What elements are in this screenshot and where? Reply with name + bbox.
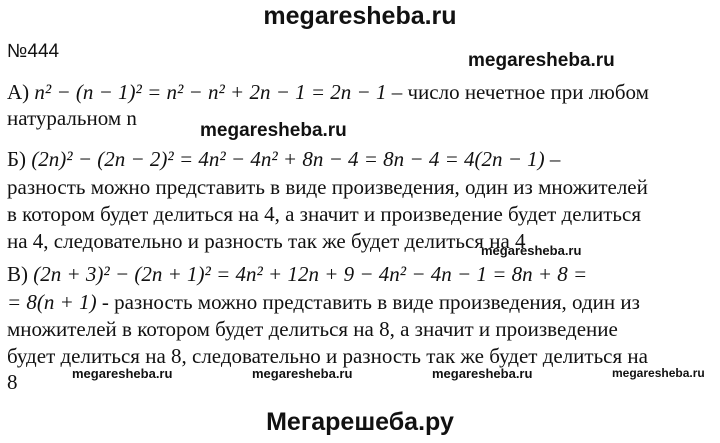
part-a-line-1 (7, 80, 649, 104)
problem-number: №444 (7, 41, 60, 62)
part-b-dash: – (549, 147, 561, 171)
part-b-equation: (2n)² − (2n − 2)² = 4n² − 4n² + 8n − 4 = 8n − 4 = 4(2n − 1) (31, 147, 545, 171)
part-a-label: А) (7, 80, 30, 104)
part-b-line-2: разность можно представить в виде произведения, один из множителей (7, 175, 648, 199)
site-watermark-small: megaresheba.ru (481, 243, 582, 258)
part-c-line-2 (7, 290, 640, 314)
part-a-line-2: натуральном n (7, 106, 137, 130)
part-a-text: – число нечетное при любом (391, 80, 649, 104)
site-watermark-top: megaresheba.ru (263, 2, 457, 30)
part-c-equation-cont: = 8(n + 1) (7, 290, 97, 314)
part-b-label: Б) (7, 147, 27, 171)
part-c-equation: (2n + 3)² − (2n + 1)² = 4n² + 12n + 9 − 4n² − 4n − 1 = 8n + 8 = (33, 262, 588, 286)
part-c-line-4: будет делиться на 8, следовательно и разность так же будет делиться на (7, 344, 648, 368)
part-b-line-1 (7, 147, 560, 171)
part-c-text: - разность можно представить в виде произведения, один из (101, 290, 640, 314)
part-c-line-5: 8 (7, 370, 18, 394)
part-a-equation: n² − (n − 1)² = n² − n² + 2n − 1 = 2n − 1 (34, 80, 387, 104)
part-b-line-3: в котором будет делиться на 4, а значит и произведение будет делиться (7, 202, 641, 226)
site-watermark-bottom: Мегарешеба.ру (266, 408, 454, 436)
site-watermark-small: megaresheba.ru (252, 366, 353, 381)
site-watermark-small: megaresheba.ru (612, 366, 705, 380)
site-watermark-small: megaresheba.ru (72, 366, 173, 381)
part-b-line-4: на 4, следовательно и разность так же будет делиться на 4 (7, 229, 526, 253)
site-watermark-small: megaresheba.ru (432, 366, 533, 381)
site-watermark: megaresheba.ru (468, 50, 615, 71)
site-watermark: megaresheba.ru (200, 120, 347, 141)
part-c-label: В) (7, 262, 28, 286)
part-c-line-1 (7, 262, 587, 286)
part-c-line-3: множителей в котором будет делиться на 8, а значит и произведение (7, 317, 618, 341)
